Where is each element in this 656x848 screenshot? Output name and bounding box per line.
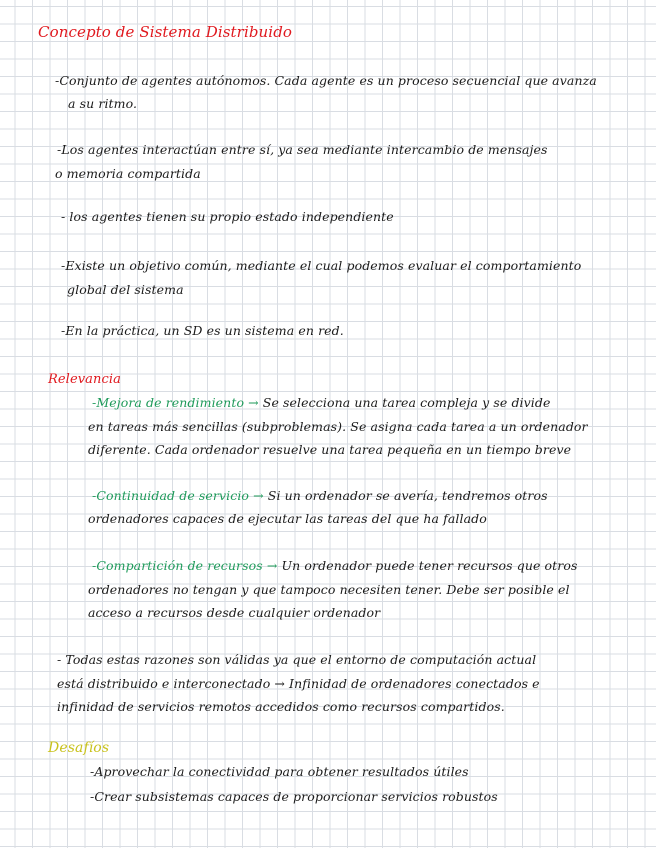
summary-line-3: infinidad de servicios remotos accedidos como recursos compartidos. — [57, 699, 505, 714]
summary-line-1: - Todas estas razones son válidas ya que el entorno de computación actual — [57, 652, 537, 667]
concept-item-2-line-1: -Los agentes interactúan entre sí, ya sea mediante intercambio de mensajes — [57, 142, 548, 157]
challenge-item-1: -Aprovechar la conectividad para obtener resultados útiles — [90, 764, 469, 779]
relevance-item-3-line-3: acceso a recursos desde cualquier ordenador — [88, 605, 381, 620]
relevance-item-2-line-2: ordenadores capaces de ejecutar las tareas del que ha fallado — [88, 511, 487, 526]
relevance-item-1-text: Se selecciona una tarea compleja y se divide — [262, 395, 551, 410]
challenges-heading: Desafíos — [48, 740, 110, 756]
concept-item-2-line-2: o memoria compartida — [55, 166, 201, 181]
relevance-item-3-label: -Compartición de recursos → — [92, 558, 278, 573]
concept-item-3-line-1: - los agentes tienen su propio estado independiente — [61, 209, 394, 224]
concept-item-4-line-2: global del sistema — [67, 282, 184, 297]
concept-item-5-line-1: -En la práctica, un SD es un sistema en red. — [61, 323, 344, 338]
relevance-item-2-text: Si un ordenador se avería, tendremos otros — [267, 488, 548, 503]
concept-item-1-line-2: a su ritmo. — [68, 96, 138, 111]
relevance-heading: Relevancia — [48, 372, 121, 387]
challenge-item-2: -Crear subsistemas capaces de proporcionar servicios robustos — [90, 789, 498, 804]
relevance-item-3-line-2: ordenadores no tengan y que tampoco necesiten tener. Debe ser posible el — [88, 582, 570, 597]
concept-item-4-line-1: -Existe un objetivo común, mediante el cual podemos evaluar el comportamiento — [61, 258, 582, 273]
relevance-item-2-line-1 — [92, 487, 548, 505]
summary-line-2: está distribuido e interconectado → Infinidad de ordenadores conectados e — [57, 676, 540, 691]
relevance-item-1-line-3: diferente. Cada ordenador resuelve una tarea pequeña en un tiempo breve — [88, 442, 572, 457]
concept-item-1-line-1: -Conjunto de agentes autónomos. Cada agente es un proceso secuencial que avanza — [55, 73, 597, 88]
page-title: Concepto de Sistema Distribuido — [38, 23, 293, 41]
relevance-item-1-label: -Mejora de rendimiento → — [92, 395, 259, 410]
relevance-item-3-line-1 — [92, 557, 578, 575]
relevance-item-1-line-2: en tareas más sencillas (subproblemas). Se asigna cada tarea a un ordenador — [88, 419, 588, 434]
relevance-item-3-text: Un ordenador puede tener recursos que otros — [281, 558, 578, 573]
relevance-item-1-line-1 — [92, 394, 551, 412]
relevance-item-2-label: -Continuidad de servicio → — [92, 488, 264, 503]
